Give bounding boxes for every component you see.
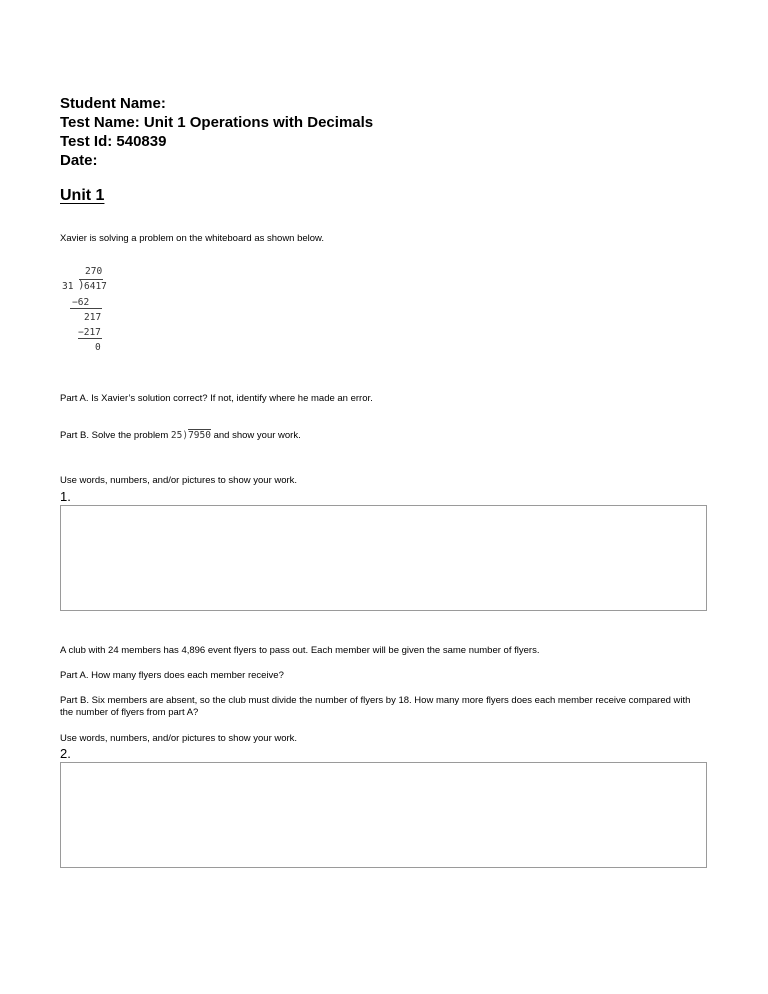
- ld-dividend: 6417: [84, 281, 107, 292]
- ld-step2: 217: [84, 312, 102, 323]
- date-label: Date:: [60, 152, 98, 169]
- test-name-label: Test Name: Unit 1 Operations with Decimals: [60, 114, 374, 131]
- part-b-prefix: Part B. Solve the problem: [60, 430, 169, 441]
- q2-instruction: Use words, numbers, and/or pictures to show your work.: [60, 733, 298, 744]
- test-id-label: Test Id: 540839: [60, 133, 167, 150]
- ld-remainder: 0: [95, 342, 101, 353]
- q2-intro: A club with 24 members has 4,896 event flyers to pass out. Each member will be given the same number of flyers.: [60, 645, 540, 656]
- ld-quotient: 270: [85, 266, 103, 277]
- ld-rule2: [78, 338, 102, 339]
- ld-divisor: 31: [62, 281, 74, 292]
- test-header: [60, 94, 373, 170]
- part-b-dividend: 7950: [188, 430, 211, 441]
- q1-instruction: Use words, numbers, and/or pictures to show your work.: [60, 475, 298, 486]
- ld-rule1: [70, 308, 102, 309]
- question-number-2: 2.: [60, 746, 71, 761]
- part-b-divisor: 25: [170, 430, 183, 441]
- answer-box-2[interactable]: [60, 762, 707, 868]
- part-b-division: 25)7950: [170, 430, 211, 441]
- long-division-figure: [60, 262, 120, 362]
- unit-title: Unit 1: [60, 187, 105, 204]
- ld-bracket-curve: ): [78, 278, 85, 291]
- q2-part-a: Part A. How many flyers does each member receive?: [60, 670, 284, 681]
- ld-step1: −62: [72, 297, 90, 308]
- q1-part-a: Part A. Is Xavier’s solution correct? If not, identify where he made an error.: [60, 393, 373, 404]
- question-number-1: 1.: [60, 489, 71, 504]
- q1-part-b: [60, 430, 700, 442]
- answer-box-1[interactable]: [60, 505, 707, 611]
- q1-intro: Xavier is solving a problem on the whiteboard as shown below.: [60, 233, 325, 244]
- ld-step3: −217: [78, 327, 101, 338]
- q2-part-b: Part B. Six members are absent, so the club must divide the number of flyers by 18. How many more flyers does each member receive compared with the number of flyers from part A?: [60, 695, 691, 718]
- student-name-label: Student Name:: [60, 95, 166, 112]
- part-b-suffix: and show your work.: [213, 430, 301, 441]
